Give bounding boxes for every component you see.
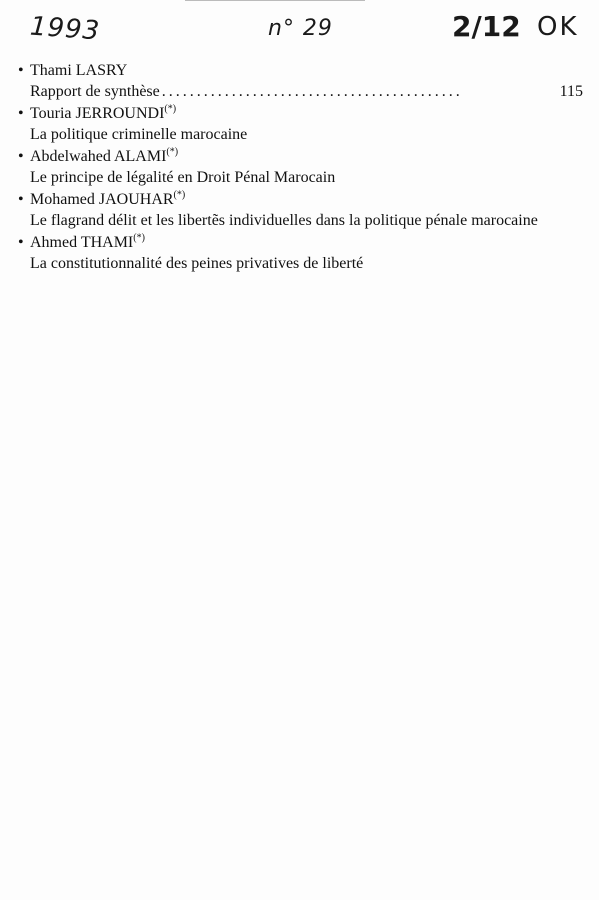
handwritten-ok-mark: OK [537,12,579,42]
footnote-marker: (*) [164,103,177,115]
toc-entry-jerroundi [18,103,583,145]
toc-title: Le principe de légalité en Droit Pénal Marocain [30,169,336,186]
toc-author [30,189,583,210]
handwritten-code: 2/12 [452,10,521,43]
bullet-icon: • [18,191,24,208]
top-edge-rule [185,0,365,1]
toc-entry-lasry [18,60,583,102]
toc-author [30,232,583,253]
toc-title: La constitutionnalité des peines privatives de liberté [30,255,364,272]
handwritten-issue-number: n° 29 [268,16,333,41]
toc-title: La politique criminelle marocaine [30,126,248,143]
author-name: Mohamed JAOUHAR [30,191,174,208]
author-name: Touria JERROUNDI [30,105,165,122]
toc-author [30,146,583,167]
footnote-marker: (*) [173,189,186,201]
bullet-icon: • [18,148,24,165]
toc-title-line [30,81,583,102]
footnote-marker: (*) [133,232,145,244]
toc-entry-alami [18,146,583,188]
dot-leader: ........................................... [161,83,463,100]
footnote-marker: (*) [166,146,179,158]
author-name: Abdelwahed ALAMI [30,148,167,165]
page-number: 115 [559,83,583,100]
toc-title: Le flagrand délit et les libertẽs individuelles dans la politique pénale marocaine [30,212,538,229]
handwritten-year: 1993 [29,11,102,47]
bullet-icon: • [18,62,24,79]
author-name: Thami LASRY [30,62,128,79]
author-name: Ahmed THAMI [30,234,134,251]
toc-author [30,103,583,124]
bullet-icon: • [18,234,24,251]
table-of-contents [18,60,583,275]
toc-entry-jaouhar [18,189,583,231]
toc-author [30,60,583,81]
toc-title: Rapport de synthèse [30,83,160,100]
bullet-icon: • [18,105,24,122]
toc-entry-thami [18,232,583,274]
